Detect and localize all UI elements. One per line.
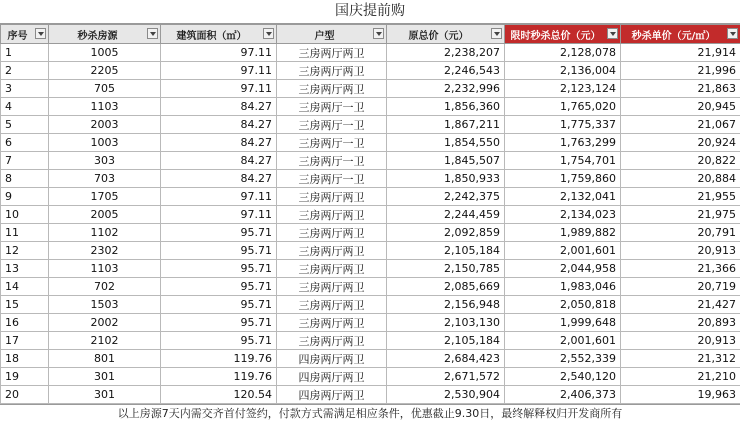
- cell-index[interactable]: 19: [1, 368, 49, 386]
- cell-original-price[interactable]: 1,845,507: [387, 152, 505, 170]
- cell-flash-unit-price[interactable]: 20,791: [621, 224, 740, 242]
- cell-layout[interactable]: 三房两厅一卫: [277, 134, 387, 152]
- header-label: 序号: [8, 27, 42, 42]
- cell-area[interactable]: 120.54: [161, 386, 277, 404]
- cell-unit[interactable]: 1005: [49, 44, 161, 62]
- cell-index[interactable]: 10: [1, 206, 49, 224]
- cell-unit[interactable]: 2205: [49, 62, 161, 80]
- table-row: [1, 152, 740, 170]
- table-row: [1, 116, 740, 134]
- cell-unit[interactable]: 2002: [49, 314, 161, 332]
- cell-flash-unit-price[interactable]: 20,945: [621, 98, 740, 116]
- table-row: [1, 314, 740, 332]
- cell-unit[interactable]: 801: [49, 350, 161, 368]
- filter-dropdown-icon[interactable]: [373, 28, 384, 39]
- cell-layout[interactable]: 三房两厅两卫: [277, 224, 387, 242]
- cell-area[interactable]: 97.11: [161, 62, 277, 80]
- cell-flash-total[interactable]: 2,001,601: [505, 332, 621, 350]
- header-flash-total: [505, 25, 621, 44]
- cell-layout[interactable]: 三房两厅两卫: [277, 314, 387, 332]
- cell-index[interactable]: 7: [1, 152, 49, 170]
- cell-flash-total[interactable]: 2,136,004: [505, 62, 621, 80]
- cell-index[interactable]: 17: [1, 332, 49, 350]
- cell-flash-total[interactable]: 2,050,818: [505, 296, 621, 314]
- cell-flash-unit-price[interactable]: 21,366: [621, 260, 740, 278]
- cell-layout[interactable]: 三房两厅两卫: [277, 206, 387, 224]
- cell-index[interactable]: 1: [1, 44, 49, 62]
- cell-original-price[interactable]: 1,867,211: [387, 116, 505, 134]
- cell-index[interactable]: 3: [1, 80, 49, 98]
- cell-original-price[interactable]: 2,671,572: [387, 368, 505, 386]
- cell-flash-total[interactable]: 1,765,020: [505, 98, 621, 116]
- cell-flash-total[interactable]: 2,132,041: [505, 188, 621, 206]
- cell-unit[interactable]: 1003: [49, 134, 161, 152]
- cell-index[interactable]: 12: [1, 242, 49, 260]
- header-layout: [277, 25, 387, 44]
- cell-flash-total[interactable]: 1,754,701: [505, 152, 621, 170]
- cell-layout[interactable]: 三房两厅两卫: [277, 278, 387, 296]
- cell-original-price[interactable]: 2,246,543: [387, 62, 505, 80]
- table-row: [1, 242, 740, 260]
- cell-index[interactable]: 20: [1, 386, 49, 404]
- header-index: [1, 25, 49, 44]
- cell-unit[interactable]: 705: [49, 80, 161, 98]
- cell-original-price[interactable]: 2,244,459: [387, 206, 505, 224]
- cell-original-price[interactable]: 2,530,904: [387, 386, 505, 404]
- cell-area[interactable]: 95.71: [161, 224, 277, 242]
- cell-area[interactable]: 95.71: [161, 260, 277, 278]
- cell-flash-total[interactable]: 2,044,958: [505, 260, 621, 278]
- cell-flash-total[interactable]: 1,775,337: [505, 116, 621, 134]
- cell-area[interactable]: 97.11: [161, 44, 277, 62]
- price-table: [0, 24, 740, 404]
- table-row: [1, 296, 740, 314]
- cell-unit[interactable]: 1503: [49, 296, 161, 314]
- cell-flash-total[interactable]: 1,999,648: [505, 314, 621, 332]
- cell-layout[interactable]: 四房两厅两卫: [277, 350, 387, 368]
- cell-original-price[interactable]: 2,150,785: [387, 260, 505, 278]
- cell-unit[interactable]: 301: [49, 368, 161, 386]
- cell-flash-total[interactable]: 1,763,299: [505, 134, 621, 152]
- table-row: [1, 332, 740, 350]
- footer-note: 以上房源7天内需交齐首付签约，付款方式需满足相应条件，优惠截止9.30日，最终解释权归开发商所有: [0, 404, 740, 423]
- cell-index[interactable]: 5: [1, 116, 49, 134]
- cell-index[interactable]: 16: [1, 314, 49, 332]
- filter-dropdown-icon[interactable]: [491, 28, 502, 39]
- cell-index[interactable]: 13: [1, 260, 49, 278]
- cell-original-price[interactable]: 2,092,859: [387, 224, 505, 242]
- cell-area[interactable]: 95.71: [161, 314, 277, 332]
- cell-layout[interactable]: 四房两厅两卫: [277, 386, 387, 404]
- header-unit: [49, 25, 161, 44]
- header-area: [161, 25, 277, 44]
- cell-index[interactable]: 15: [1, 296, 49, 314]
- cell-flash-unit-price[interactable]: 21,067: [621, 116, 740, 134]
- cell-layout[interactable]: 三房两厅一卫: [277, 152, 387, 170]
- cell-unit[interactable]: 303: [49, 152, 161, 170]
- cell-index[interactable]: 9: [1, 188, 49, 206]
- cell-flash-unit-price[interactable]: 21,975: [621, 206, 740, 224]
- cell-flash-total[interactable]: 1,759,860: [505, 170, 621, 188]
- cell-area[interactable]: 119.76: [161, 350, 277, 368]
- table-row: [1, 368, 740, 386]
- header-label: 户型: [315, 27, 349, 42]
- cell-area[interactable]: 95.71: [161, 242, 277, 260]
- cell-flash-total[interactable]: 1,989,882: [505, 224, 621, 242]
- table-row: [1, 206, 740, 224]
- cell-area[interactable]: 119.76: [161, 368, 277, 386]
- cell-original-price[interactable]: 2,238,207: [387, 44, 505, 62]
- cell-original-price[interactable]: 2,684,423: [387, 350, 505, 368]
- cell-area[interactable]: 84.27: [161, 116, 277, 134]
- cell-flash-unit-price[interactable]: 21,914: [621, 44, 740, 62]
- table-row: [1, 62, 740, 80]
- cell-unit[interactable]: 703: [49, 170, 161, 188]
- cell-unit[interactable]: 702: [49, 278, 161, 296]
- cell-index[interactable]: 4: [1, 98, 49, 116]
- sheet-title: 国庆提前购: [0, 0, 740, 24]
- header-row: [1, 25, 740, 44]
- cell-unit[interactable]: 2005: [49, 206, 161, 224]
- filter-dropdown-icon[interactable]: [263, 28, 274, 39]
- cell-flash-unit-price[interactable]: 21,955: [621, 188, 740, 206]
- cell-original-price[interactable]: 1,850,933: [387, 170, 505, 188]
- cell-flash-unit-price[interactable]: 20,822: [621, 152, 740, 170]
- cell-index[interactable]: 14: [1, 278, 49, 296]
- cell-area[interactable]: 97.11: [161, 188, 277, 206]
- header-original-price: [387, 25, 505, 44]
- cell-area[interactable]: 95.71: [161, 296, 277, 314]
- cell-layout[interactable]: 三房两厅两卫: [277, 62, 387, 80]
- cell-original-price[interactable]: 2,156,948: [387, 296, 505, 314]
- cell-original-price[interactable]: 1,856,360: [387, 98, 505, 116]
- cell-original-price[interactable]: 2,232,996: [387, 80, 505, 98]
- cell-layout[interactable]: 三房两厅两卫: [277, 188, 387, 206]
- cell-flash-total[interactable]: 2,123,124: [505, 80, 621, 98]
- table-row: [1, 224, 740, 242]
- cell-layout[interactable]: 三房两厅两卫: [277, 44, 387, 62]
- cell-flash-unit-price[interactable]: 20,893: [621, 314, 740, 332]
- cell-flash-unit-price[interactable]: 20,719: [621, 278, 740, 296]
- cell-layout[interactable]: 三房两厅一卫: [277, 116, 387, 134]
- cell-layout[interactable]: 三房两厅两卫: [277, 296, 387, 314]
- cell-original-price[interactable]: 2,085,669: [387, 278, 505, 296]
- cell-index[interactable]: 18: [1, 350, 49, 368]
- cell-flash-total[interactable]: 2,134,023: [505, 206, 621, 224]
- filter-dropdown-icon[interactable]: [727, 28, 738, 39]
- cell-area[interactable]: 84.27: [161, 134, 277, 152]
- header-label: 秒杀房源: [78, 27, 132, 42]
- cell-unit[interactable]: 1705: [49, 188, 161, 206]
- table-row: [1, 188, 740, 206]
- cell-flash-total[interactable]: 2,540,120: [505, 368, 621, 386]
- cell-index[interactable]: 6: [1, 134, 49, 152]
- cell-layout[interactable]: 三房两厅两卫: [277, 332, 387, 350]
- header-label: 建筑面积（㎡）: [177, 27, 261, 42]
- cell-unit[interactable]: 2302: [49, 242, 161, 260]
- cell-layout[interactable]: 三房两厅两卫: [277, 80, 387, 98]
- cell-original-price[interactable]: 2,105,184: [387, 332, 505, 350]
- cell-flash-unit-price[interactable]: 20,924: [621, 134, 740, 152]
- table-row: [1, 44, 740, 62]
- cell-flash-unit-price[interactable]: 21,863: [621, 80, 740, 98]
- filter-dropdown-icon[interactable]: [147, 28, 158, 39]
- cell-flash-unit-price[interactable]: 21,996: [621, 62, 740, 80]
- cell-flash-total[interactable]: 1,983,046: [505, 278, 621, 296]
- cell-layout[interactable]: 三房两厅一卫: [277, 98, 387, 116]
- header-flash-unit-price: [621, 25, 740, 44]
- cell-original-price[interactable]: 2,242,375: [387, 188, 505, 206]
- filter-dropdown-icon[interactable]: [607, 28, 618, 39]
- cell-unit[interactable]: 2003: [49, 116, 161, 134]
- cell-layout[interactable]: 三房两厅一卫: [277, 170, 387, 188]
- cell-flash-unit-price[interactable]: 19,963: [621, 386, 740, 404]
- cell-flash-total[interactable]: 2,552,339: [505, 350, 621, 368]
- table-row: [1, 278, 740, 296]
- cell-flash-total[interactable]: 2,128,078: [505, 44, 621, 62]
- cell-flash-total[interactable]: 2,001,601: [505, 242, 621, 260]
- cell-flash-total[interactable]: 2,406,373: [505, 386, 621, 404]
- table-row: [1, 386, 740, 404]
- table-row: [1, 170, 740, 188]
- cell-unit[interactable]: 2102: [49, 332, 161, 350]
- cell-original-price[interactable]: 2,105,184: [387, 242, 505, 260]
- cell-area[interactable]: 95.71: [161, 332, 277, 350]
- cell-area[interactable]: 84.27: [161, 98, 277, 116]
- cell-flash-unit-price[interactable]: 21,210: [621, 368, 740, 386]
- cell-index[interactable]: 2: [1, 62, 49, 80]
- filter-dropdown-icon[interactable]: [35, 28, 46, 39]
- cell-unit[interactable]: 1103: [49, 98, 161, 116]
- cell-index[interactable]: 8: [1, 170, 49, 188]
- table-row: [1, 260, 740, 278]
- table-row: [1, 134, 740, 152]
- cell-flash-unit-price[interactable]: 21,427: [621, 296, 740, 314]
- cell-layout[interactable]: 四房两厅两卫: [277, 368, 387, 386]
- cell-index[interactable]: 11: [1, 224, 49, 242]
- cell-unit[interactable]: 1103: [49, 260, 161, 278]
- cell-area[interactable]: 95.71: [161, 278, 277, 296]
- cell-flash-unit-price[interactable]: 20,913: [621, 242, 740, 260]
- table-row: [1, 350, 740, 368]
- cell-original-price[interactable]: 2,103,130: [387, 314, 505, 332]
- cell-area[interactable]: 84.27: [161, 152, 277, 170]
- table-row: [1, 98, 740, 116]
- cell-unit[interactable]: 1102: [49, 224, 161, 242]
- table-row: [1, 80, 740, 98]
- cell-flash-unit-price[interactable]: 20,884: [621, 170, 740, 188]
- cell-area[interactable]: 84.27: [161, 170, 277, 188]
- cell-area[interactable]: 97.11: [161, 206, 277, 224]
- cell-flash-unit-price[interactable]: 21,312: [621, 350, 740, 368]
- header-label: 限时秒杀总价（元）: [511, 27, 615, 42]
- cell-layout[interactable]: 三房两厅两卫: [277, 242, 387, 260]
- cell-flash-unit-price[interactable]: 20,913: [621, 332, 740, 350]
- cell-area[interactable]: 97.11: [161, 80, 277, 98]
- cell-original-price[interactable]: 1,854,550: [387, 134, 505, 152]
- header-label: 秒杀单价（元/㎡）: [632, 27, 730, 42]
- cell-unit[interactable]: 301: [49, 386, 161, 404]
- cell-layout[interactable]: 三房两厅两卫: [277, 260, 387, 278]
- header-label: 原总价（元）: [409, 27, 483, 42]
